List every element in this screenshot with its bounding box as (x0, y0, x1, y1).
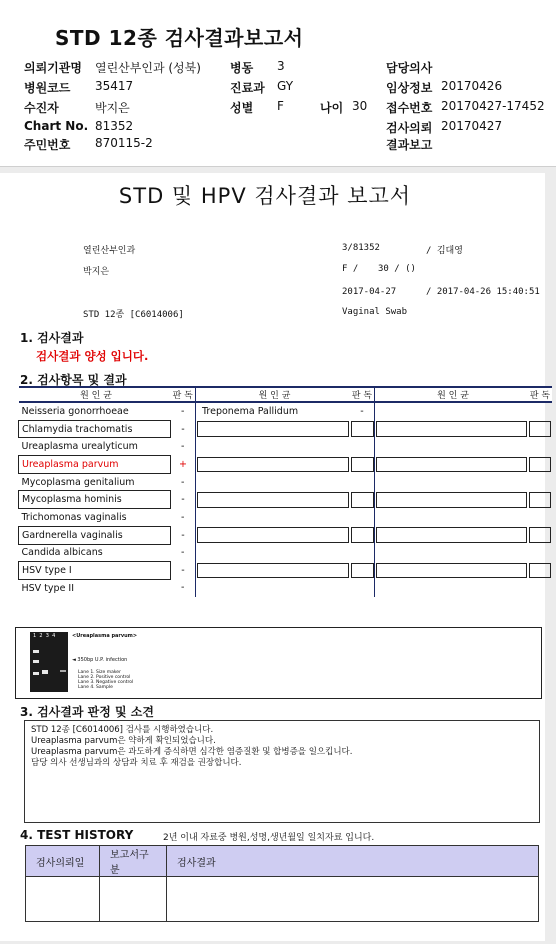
gel-arrow-label: ◄ 350bp U.P. infection (72, 657, 128, 663)
gel-legend-item: Lane 4. Sample (78, 685, 113, 690)
result-row (19, 402, 553, 420)
pathogen-name-2 (196, 438, 351, 456)
conclusion-line: STD 12종 [C6014006] 검사를 시행하였습니다. (31, 725, 214, 735)
pathogen-name-2 (196, 456, 351, 474)
pathogen-name-2 (196, 579, 351, 596)
info-doctor: / 김대영 (426, 246, 463, 256)
pathogen-name-2 (196, 473, 351, 491)
pathogen-name: Neisseria gonorrhoeae (21, 405, 129, 417)
age-value: 30 (352, 99, 368, 113)
section4-heading: 4. TEST HISTORY (20, 828, 134, 842)
gel-legend-item: Lane 2. Positive control (78, 675, 131, 680)
pathogen-name: HSV type II (21, 582, 75, 594)
section2-heading: 2. 검사항목 및 결과 (20, 373, 127, 387)
result-row (19, 544, 553, 562)
chart-no-label: Chart No. (24, 119, 89, 133)
doctor-label: 담당의사 (386, 61, 433, 75)
gel-lane-4 (60, 644, 66, 688)
conclusion-line: Ureaplasma parvum은 과도하게 증식하면 심각한 염증질환 및 합병증을 일으킵니다. (31, 747, 353, 757)
gel-lane-2 (42, 644, 48, 688)
col-judge-3: 판 독 (528, 387, 552, 402)
col-judge-2: 판 독 (350, 387, 375, 402)
report-label: 결과보고 (386, 138, 433, 152)
history-row (26, 877, 539, 922)
result-row (19, 509, 553, 527)
history-col-result: 검사결과 (167, 846, 539, 877)
judge-result-2 (350, 420, 375, 438)
page-title: STD 12종 검사결과보고서 (55, 26, 304, 50)
pathogen-name: Ureaplasma urealyticum (21, 441, 138, 453)
pathogen-name-2 (196, 420, 351, 438)
result-row (19, 491, 553, 509)
pathogen-name: HSV type I (19, 562, 171, 580)
col-judge: 판 독 (171, 387, 196, 402)
gel-legend-item: Lane 1. Size maker (78, 670, 121, 675)
sex-label: 성별 (230, 101, 254, 115)
gel-lane-1 (33, 644, 39, 688)
conclusion-line: 담당 의사 선생님과의 상담과 치료 후 재검을 권장합니다. (31, 758, 242, 768)
gel-lane-numbers: 1 2 3 4 (33, 633, 56, 639)
judge-result: - (181, 406, 185, 418)
pathogen-name-3 (375, 544, 529, 562)
section1-heading: 1. 검사결과 (20, 331, 84, 345)
judge-result-3 (528, 420, 552, 438)
gel-legend-item: Lane 3. Negative control (78, 680, 134, 685)
pathogen-name-3 (375, 456, 529, 474)
judge-result-3 (528, 509, 552, 527)
pathogen-name-3 (375, 420, 529, 438)
gel-title: <Ureaplasma parvum> (72, 633, 138, 639)
pathogen-name-2 (196, 526, 351, 544)
judge-result-2 (350, 526, 375, 544)
gel-band (60, 670, 66, 672)
judge-result-2 (350, 456, 375, 474)
info-date1: 2017-04-27 (342, 287, 397, 297)
info-age: 30 / () (378, 264, 416, 274)
dept-label: 진료과 (230, 81, 265, 95)
info-specimen: Vaginal Swab (342, 307, 408, 317)
judge-result-3 (528, 473, 552, 491)
judge-result: + (179, 458, 187, 470)
history-note: 2년 이내 자료중 병원,성명,생년월일 일치자료 입니다. (163, 833, 375, 843)
col-pathogen-3: 원 인 균 (375, 387, 529, 402)
institution-value: 열린산부인과 (성북) (95, 61, 201, 75)
pathogen-name: Gardnerella vaginalis (19, 526, 171, 544)
chart-no-value: 81352 (95, 119, 134, 133)
pathogen-name-3 (375, 579, 529, 596)
pathogen-name: Chlamydia trachomatis (19, 420, 171, 438)
info-id: 3/81352 (342, 243, 380, 253)
results-table (18, 386, 552, 597)
history-table (25, 845, 539, 922)
info-test: STD 12종 [C6014006] (83, 310, 184, 320)
pathogen-name: Candida albicans (21, 547, 103, 559)
judge-result-3 (528, 579, 552, 596)
report-title: STD 및 HPV 검사결과 보고서 (118, 184, 412, 208)
col-pathogen: 원 인 균 (19, 387, 171, 402)
judge-result-3 (528, 438, 552, 456)
conclusion-line: Ureaplasma parvum은 약하게 확인되었습니다. (31, 736, 216, 746)
clinical-label: 임상정보 (386, 81, 433, 95)
info-clinic: 열린산부인과 (83, 246, 136, 256)
history-cell (100, 877, 167, 922)
gel-band (42, 670, 48, 674)
history-cell (26, 877, 100, 922)
ward-value: 3 (277, 59, 285, 73)
pathogen-name-3 (375, 509, 529, 527)
judge-result-3 (528, 544, 552, 562)
clinical-value: 20170426 (441, 79, 503, 93)
result-row (19, 456, 553, 474)
pathogen-name-3 (375, 562, 529, 580)
gel-band (33, 672, 39, 675)
judge-result: - (181, 529, 185, 541)
pathogen-name-2 (196, 562, 351, 580)
judge-result-2 (350, 562, 375, 580)
request-label: 검사의뢰 (386, 121, 433, 135)
judge-result: - (181, 476, 185, 488)
pathogen-name: Trichomonas vaginalis (21, 511, 127, 523)
judge-result: - (181, 582, 185, 594)
dept-value: GY (277, 79, 294, 93)
pathogen-name-3 (375, 526, 529, 544)
receipt-value: 20170427-17452 (441, 99, 545, 113)
judge-result: - (181, 565, 185, 577)
pathogen-name-3 (375, 438, 529, 456)
gel-lane-3 (51, 644, 57, 688)
gel-band (33, 650, 39, 653)
age-label: 나이 (320, 101, 344, 115)
gel-band (33, 660, 39, 663)
request-value: 20170427 (441, 119, 503, 133)
sex-value: F (277, 99, 284, 113)
receipt-label: 접수번호 (386, 101, 433, 115)
results-table-header (19, 387, 553, 402)
pathogen-name-2 (196, 544, 351, 562)
pathogen-name-3 (375, 473, 529, 491)
pathogen-name: Mycoplasma hominis (19, 491, 171, 509)
judge-result-3 (528, 562, 552, 580)
history-col-report-type: 보고서구분 (100, 846, 167, 877)
judge-result-3 (528, 402, 552, 420)
judge-result-3 (528, 491, 552, 509)
judge-result-2 (350, 579, 375, 596)
patient-value: 박지은 (95, 101, 130, 115)
pathogen-name-2: Treponema Pallidum (196, 402, 351, 420)
pathogen-name: Ureaplasma parvum (19, 456, 171, 474)
judge-result: - (181, 423, 185, 435)
result-row (19, 438, 553, 456)
judge-result-2 (350, 491, 375, 509)
history-col-request-date: 검사의뢰일 (26, 846, 100, 877)
gel-legend (78, 670, 133, 690)
judge-result-3 (528, 526, 552, 544)
hospital-code-label: 병원코드 (24, 81, 71, 95)
resident-no-value: 870115-2 (95, 136, 153, 150)
pathogen-name: Mycoplasma genitalium (21, 476, 135, 488)
positive-result: 검사결과 양성 입니다. (36, 349, 149, 363)
result-row (19, 562, 553, 580)
judge-result: - (181, 547, 185, 559)
judge-result-2 (350, 509, 375, 527)
judge-result-2 (350, 438, 375, 456)
resident-no-label: 주민번호 (24, 138, 71, 152)
conclusion-box (24, 720, 540, 823)
col-pathogen-2: 원 인 균 (196, 387, 351, 402)
patient-label: 수진자 (24, 101, 59, 115)
hospital-code-value: 35417 (95, 79, 134, 93)
pathogen-name-2 (196, 509, 351, 527)
result-row (19, 579, 553, 596)
section3-heading: 3. 검사결과 판정 및 소견 (20, 705, 154, 719)
pathogen-name-3 (375, 491, 529, 509)
info-patient: 박지은 (83, 267, 110, 277)
history-cell (167, 877, 539, 922)
pathogen-name-3 (375, 402, 529, 420)
history-header-row (26, 846, 539, 877)
result-row (19, 473, 553, 491)
info-sex: F / (342, 264, 359, 274)
info-date2: / 2017-04-26 15:40:51 (426, 287, 540, 297)
judge-result-3 (528, 456, 552, 474)
judge-result-2: - (360, 406, 364, 418)
gel-electrophoresis-image (30, 632, 68, 692)
result-row (19, 526, 553, 544)
pathogen-name-2 (196, 491, 351, 509)
judge-result: - (181, 511, 185, 523)
judge-result: - (181, 494, 185, 506)
judge-result-2 (350, 544, 375, 562)
judge-result: - (181, 441, 185, 453)
ward-label: 병동 (230, 61, 254, 75)
institution-label: 의뢰기관명 (24, 61, 82, 75)
judge-result-2 (350, 473, 375, 491)
result-row (19, 420, 553, 438)
